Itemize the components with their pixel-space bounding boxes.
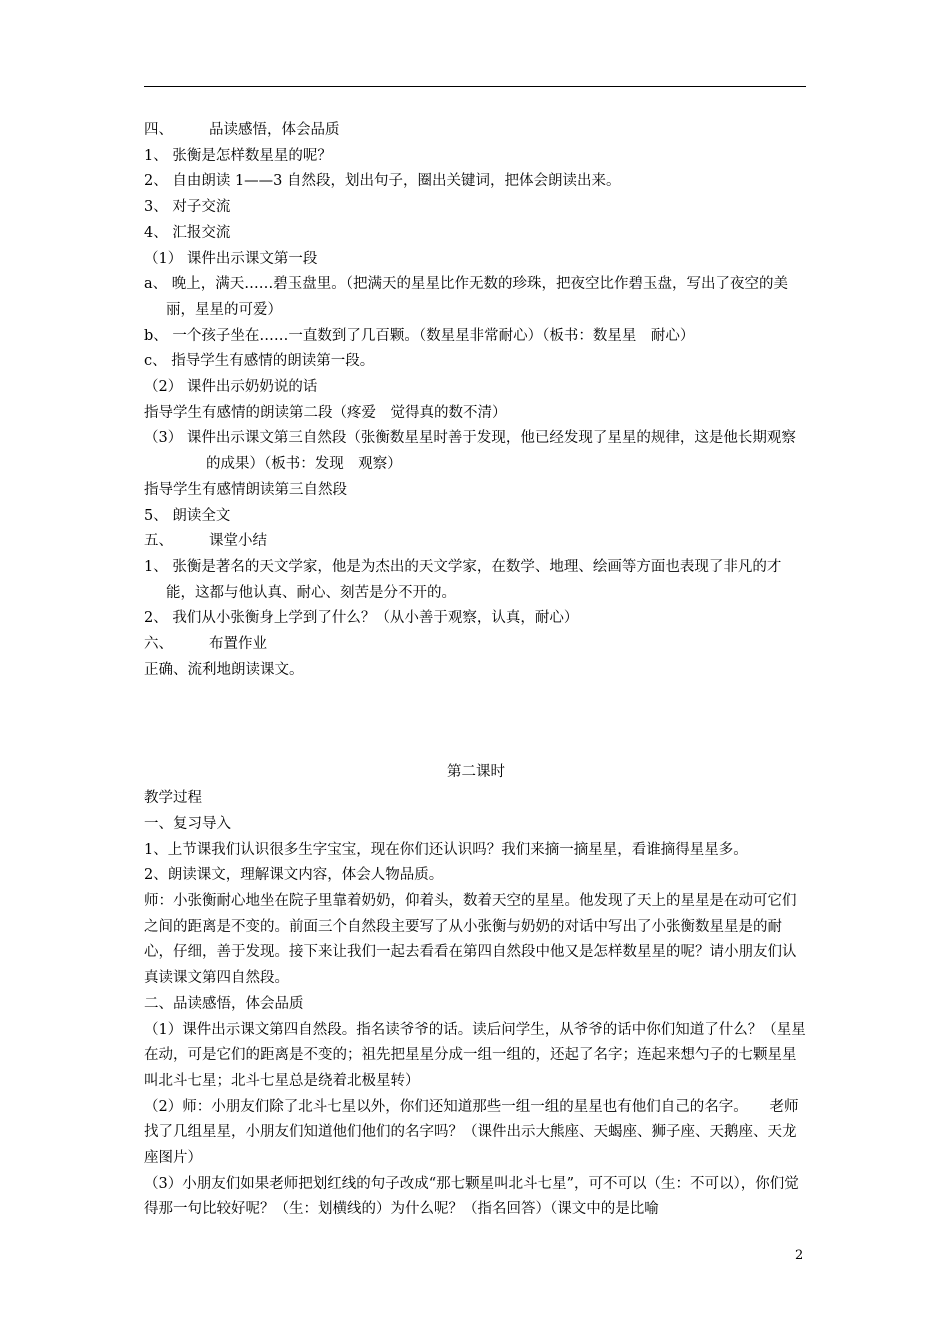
section5-item1: 1、 张衡是著名的天文学家，他是为杰出的天文学家，在数学、地理、绘画等方面也表现了非凡的才能，这都与他认真、耐心、刻苦是分不开的。	[144, 558, 782, 601]
lesson2-process: 教学过程	[144, 790, 202, 807]
section5-heading: 五、 课堂小结	[144, 533, 267, 550]
section5-item2: 2、 我们从小张衡身上学到了什么？（从小善于观察，认真，耐心）	[144, 610, 579, 627]
section4-heading: 四、 品读感悟，体会品质	[144, 122, 340, 138]
section4-item3: 3、 对子交流	[144, 199, 231, 216]
section4-item4: 4、 汇报交流	[144, 224, 231, 241]
section4-b: b、 一个孩子坐在……一直数到了几百颗。（数星星非常耐心）（板书：数星星 耐心）	[144, 327, 695, 344]
lesson2-title: 第二课时	[447, 764, 505, 781]
section4-sub3: （3） 课件出示课文第三自然段（张衡数星星时善于发现，他已经发现了星星的规律，这是他长期观察的成果）（板书：发现 观察）	[144, 430, 796, 473]
lesson2-p1: 1、上节课我们认识很多生字宝宝，现在你们还认识吗？我们来摘一摘星星，看谁摘得星星多。	[144, 841, 748, 858]
section4-sub3-line: 指导学生有感情朗读第三自然段	[144, 481, 347, 498]
section4-item2: 2、 自由朗读 1——3 自然段，划出句子，圈出关键词，把体会朗读出来。	[144, 173, 621, 190]
lesson2-part1-heading: 一、复习导入	[144, 815, 231, 832]
header-rule	[144, 86, 806, 87]
lesson2-q3: （3）小朋友们如果老师把划红线的句子改成“那七颗星叫北斗七星”，可不可以（生：不可以），你们觉得那一句比较好呢？（生：划横线的）为什么呢？（指名回答）（课文中的是比喻	[144, 1175, 799, 1218]
section4-a: a、 晚上，满天……碧玉盘里。（把满天的星星比作无数的珍珠，把夜空比作碧玉盘，写出了夜空的美丽，星星的可爱）	[144, 276, 789, 318]
lesson2-q2: （2）师：小朋友们除了北斗七星以外，你们还知道那些一组一组的星星也有他们自己的名字。 老师找了几组星星，小朋友们知道他们他们的名字吗？（课件出示大熊座、天蝎座、狮子座、天鹅座、天龙座图片）	[144, 1098, 799, 1167]
lesson2-q1: （1）课件出示课文第四自然段。指名读爷爷的话。读后问学生，从爷爷的话中你们知道了什么？（星星在动，可是它们的距离是不变的；祖先把星星分成一组一组的，还起了名字；连起来想勺子的七颗星星叫北斗七星；北斗七星总是绕着北极星转）	[144, 1021, 806, 1089]
page-number: 2	[795, 1248, 804, 1263]
section4-sub1: （1） 课件出示课文第一段	[144, 250, 318, 267]
section4-item5: 5、 朗读全文	[144, 507, 231, 524]
lesson2-p3: 师：小张衡耐心地坐在院子里靠着奶奶，仰着头，数着天空的星星。他发现了天上的星星是在动可它们之间的距离是不变的。前面三个自然段主要写了从小张衡与奶奶的对话中写出了小张衡数星星是的耐心，仔细，善于发现。接下来让我们一起去看看在第四自然段中他又是怎样数星星的呢？请小朋友们认真读课文第四自然段。	[144, 892, 797, 987]
section4-sub2: （2） 课件出示奶奶说的话	[144, 379, 318, 396]
section6-heading: 六、 布置作业	[144, 636, 267, 653]
section4-c: c、 指导学生有感情的朗读第一段。	[144, 353, 375, 370]
section6-line: 正确、流利地朗读课文。	[144, 661, 304, 678]
section4-sub2-line: 指导学生有感情的朗读第二段（疼爱 觉得真的数不清）	[144, 404, 507, 421]
lesson2-p2: 2、朗读课文，理解课文内容，体会人物品质。	[144, 867, 444, 884]
lesson2-part2-heading: 二、品读感悟，体会品质	[144, 995, 304, 1012]
document-body	[144, 118, 808, 1223]
section4-item1: 1、 张衡是怎样数星星的呢？	[144, 147, 332, 164]
